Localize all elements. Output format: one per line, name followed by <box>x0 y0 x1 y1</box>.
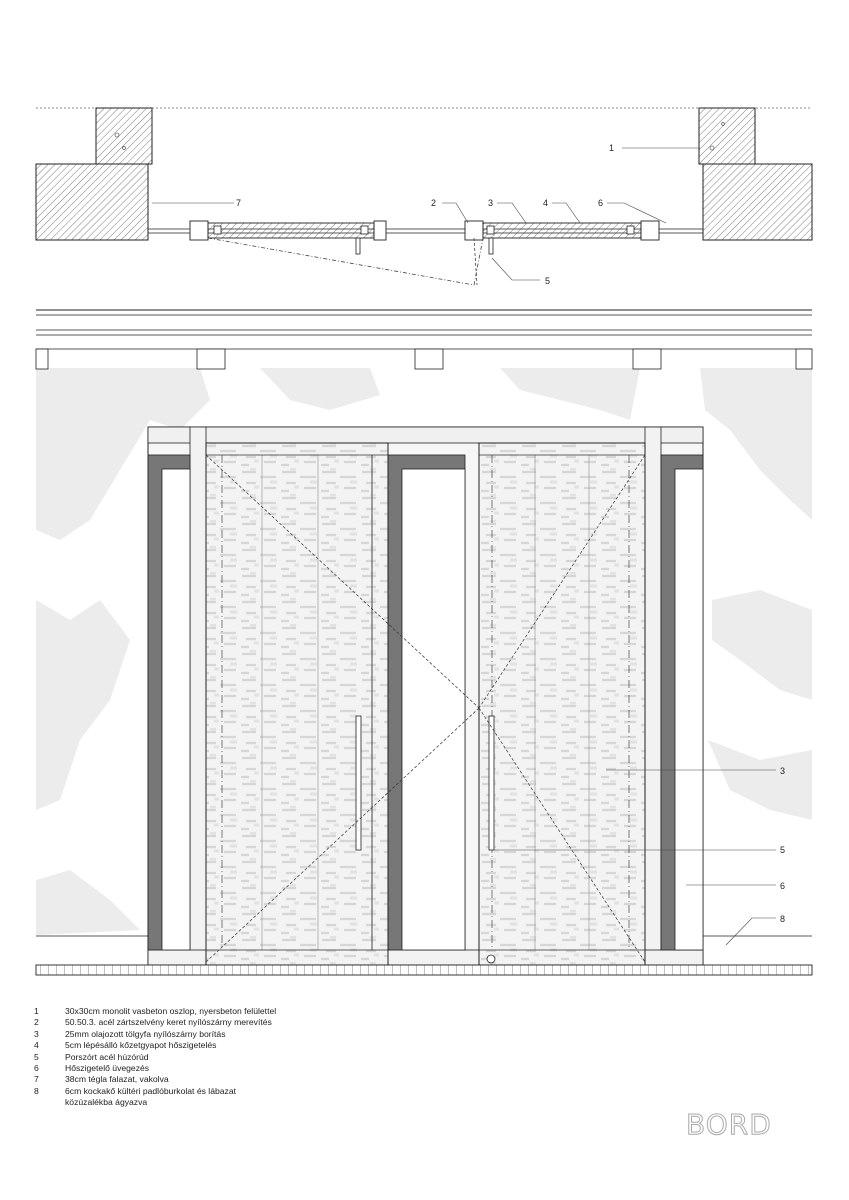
legend-item: 2 50.50.3. acél zártszelvény keret nyílószárny merevítés <box>34 1017 272 1028</box>
concrete-column-left <box>96 108 152 164</box>
legend-item: 7 38cm tégla falazat, vakolva <box>34 1074 169 1085</box>
door-swing-arc <box>208 238 483 285</box>
door-leaf-left <box>206 443 388 965</box>
plan-callouts <box>236 143 614 286</box>
glazing-center <box>402 469 465 950</box>
elev-callout-8: 8 <box>780 914 786 924</box>
legend-item: 8 6cm kockakő kültéri padlóburkolat és lábazat közúzalékba ágyazva <box>34 1085 237 1108</box>
brick-wall-left <box>36 164 148 240</box>
glazing-right <box>675 469 703 950</box>
glazing-left <box>162 469 190 950</box>
plan-callout-2: 2 <box>431 198 437 208</box>
pull-rod-left[interactable] <box>356 716 361 850</box>
legend <box>34 1006 454 1109</box>
plan-callout-4: 4 <box>543 198 549 208</box>
paving-band <box>36 965 812 975</box>
pull-rod-right[interactable] <box>489 716 494 850</box>
elevation <box>36 310 812 975</box>
door-leaf-plan-left <box>208 223 374 238</box>
brick-wall-right <box>703 164 812 240</box>
concrete-column-right <box>699 108 755 164</box>
legend-item: 5 Porszórt acél húzórúd <box>34 1051 149 1062</box>
door-leaf-right <box>479 443 645 965</box>
legend-item: 3 25mm olajozott tölgyfa nyílószárny borítás <box>34 1028 226 1039</box>
legend-item: 6 Hőszigetelő üvegezés <box>34 1063 150 1074</box>
door-leaf-plan-right <box>483 223 641 238</box>
plan-callout-1: 1 <box>609 143 615 153</box>
floor-plan-section <box>36 108 812 285</box>
floor-lock <box>487 955 495 963</box>
legend-item: 4 5cm lépésálló kőzetgyapot hőszigetelés <box>34 1040 217 1051</box>
plan-callout-7: 7 <box>236 198 242 208</box>
plan-callout-5: 5 <box>545 276 551 286</box>
studio-logo: BORD <box>686 1108 772 1141</box>
legend-item: 1 30x30cm monolit vasbeton oszlop, nyersbeton felülettel <box>34 1006 277 1016</box>
plan-callout-6: 6 <box>598 198 604 208</box>
elev-callout-5: 5 <box>780 845 786 855</box>
elev-callout-6: 6 <box>780 881 786 891</box>
plan-callout-3: 3 <box>488 198 494 208</box>
elev-callout-3: 3 <box>780 766 786 776</box>
